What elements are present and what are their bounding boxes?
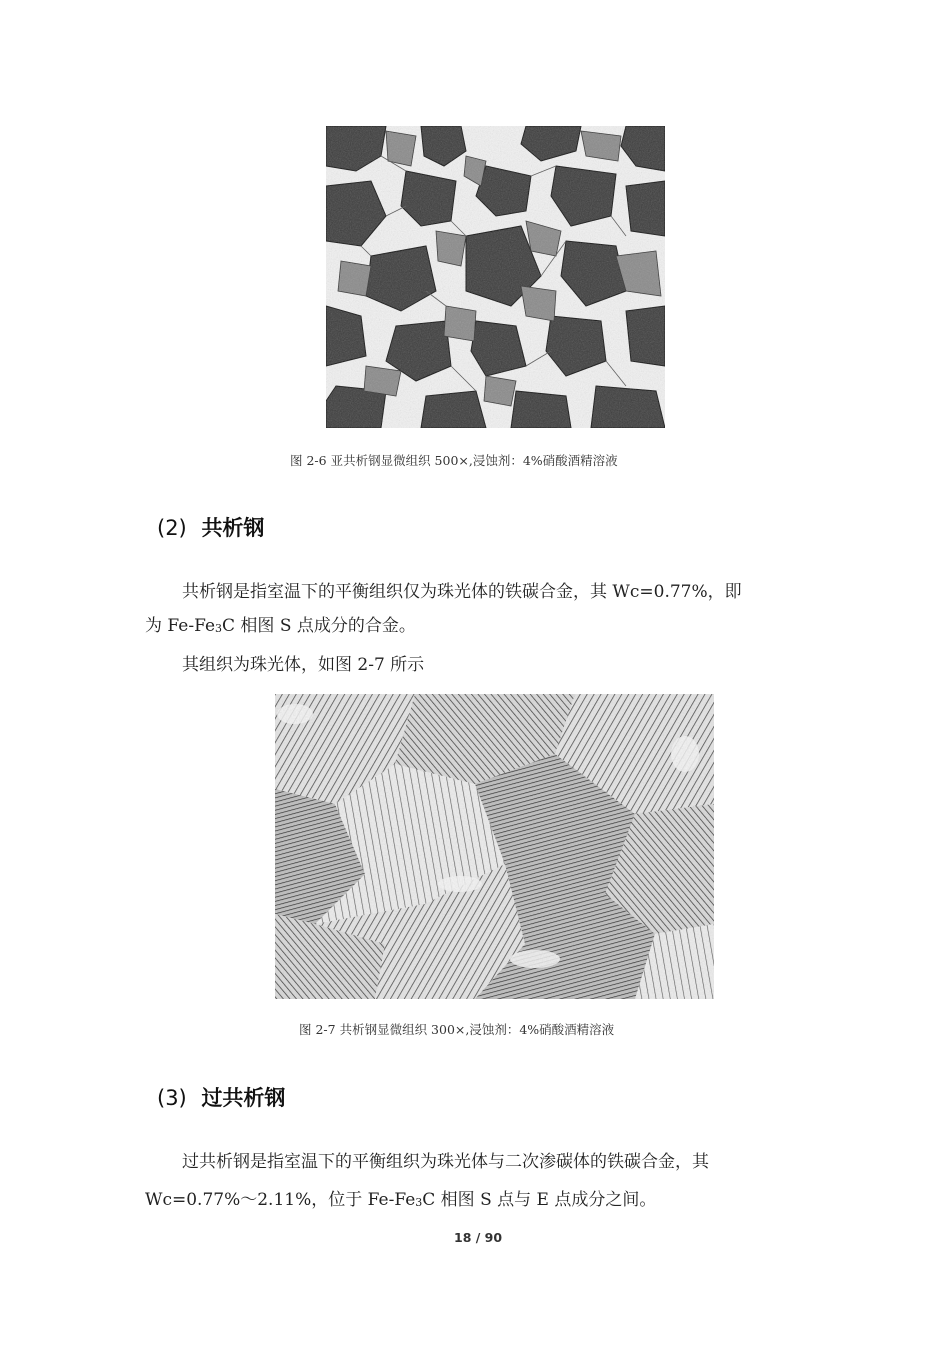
paragraph-line: 过共析钢是指室温下的平衡组织为珠光体与二次渗碳体的铁碳合金，其 [182, 1152, 709, 1172]
paragraph-line: 其组织为珠光体，如图 2-7 所示 [182, 655, 425, 675]
section-heading-eutectoid-steel [157, 512, 264, 542]
subscript: 3 [415, 1196, 423, 1209]
text-run: 为 Fe-Fe [145, 616, 216, 636]
section-title: 过共析钢 [201, 1086, 286, 1110]
section-number: (3) [157, 1086, 187, 1110]
text-run: C 相图 S 点成分的合金。 [222, 616, 416, 636]
paragraph-line: 共析钢是指室温下的平衡组织仅为珠光体的铁碳合金，其 Wc=0.77%，即 [182, 582, 742, 602]
paragraph-line [145, 609, 416, 646]
paragraph-line [145, 1183, 656, 1220]
section-title: 共析钢 [201, 516, 265, 540]
micrograph-hypoeutectoid-steel [326, 126, 665, 428]
figure-caption-2-6: 图 2-6 亚共析钢显微组织 500×,浸蚀剂：4%硝酸酒精溶液 [290, 453, 618, 468]
section-heading-hypereutectoid-steel [157, 1082, 285, 1112]
section-number: (2) [157, 516, 187, 540]
page-number: 18 / 90 [454, 1230, 503, 1245]
micrograph-eutectoid-steel [275, 694, 714, 999]
text-run: Wc=0.77%～2.11%，位于 Fe-Fe [145, 1190, 416, 1210]
subscript: 3 [215, 622, 223, 635]
text-run: C 相图 S 点与 E 点成分之间。 [422, 1190, 657, 1210]
figure-caption-2-7: 图 2-7 共析钢显微组织 300×,浸蚀剂：4%硝酸酒精溶液 [299, 1022, 615, 1037]
